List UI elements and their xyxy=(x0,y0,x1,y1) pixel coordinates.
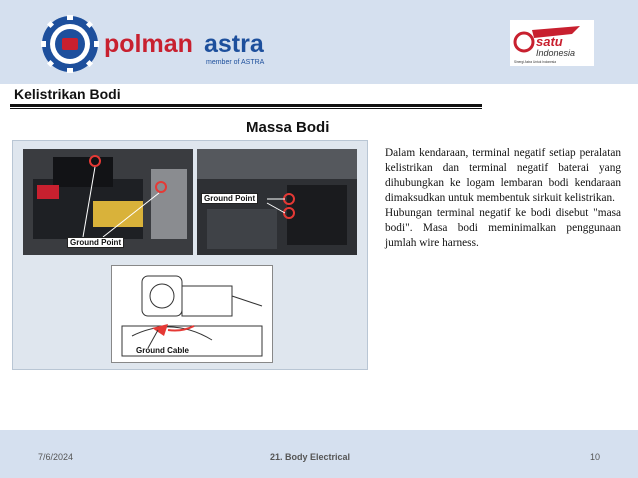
header-bar xyxy=(0,0,638,84)
footer-bar xyxy=(0,430,638,478)
polman-astra-logo xyxy=(40,14,280,74)
photo3-label: Ground Cable xyxy=(136,346,189,355)
title-rule-thin xyxy=(10,108,482,109)
brand-word-polman: polman xyxy=(104,30,193,58)
body-paragraph-1: Dalam kendaraan, terminal negatif setiap peralatan kelistrikan dan terminal negatif baterai yang dihubungkan ke logam lembaran bodi kendaraan dimaksudkan untuk membentuk sirkuit kelistrikan. xyxy=(385,147,621,204)
satu-indonesia-logo xyxy=(510,20,594,66)
brand-tagline: member of ASTRA xyxy=(206,59,265,66)
page-number: 10 xyxy=(590,452,601,462)
body-text xyxy=(385,146,621,251)
footer-date: 7/6/2024 xyxy=(38,452,74,462)
body-paragraph-2: Hubungan terminal negatif ke bodi disebut "masa bodi". Masa bodi meminimalkan penggunaan jumlah wire harness. xyxy=(385,207,621,249)
photo2-label: Ground Point xyxy=(201,193,258,204)
title-rule xyxy=(10,104,482,107)
slide-title: Massa Bodi xyxy=(246,119,330,136)
satu-text: satu xyxy=(536,34,563,49)
satu-tagline: Sinergi Astra Untuk Indonesia xyxy=(514,60,556,64)
ground-cable-diagram xyxy=(111,265,273,363)
section-title: Kelistrikan Bodi xyxy=(14,86,121,102)
footer-title: 21. Body Electrical xyxy=(270,452,351,462)
engine-bay-photo xyxy=(197,149,357,255)
photo1-label: Ground Point xyxy=(67,237,124,248)
photo-panel xyxy=(12,140,368,370)
battery-photo xyxy=(23,149,193,255)
indonesia-text: Indonesia xyxy=(536,48,576,58)
brand-word-astra: astra xyxy=(204,30,264,58)
